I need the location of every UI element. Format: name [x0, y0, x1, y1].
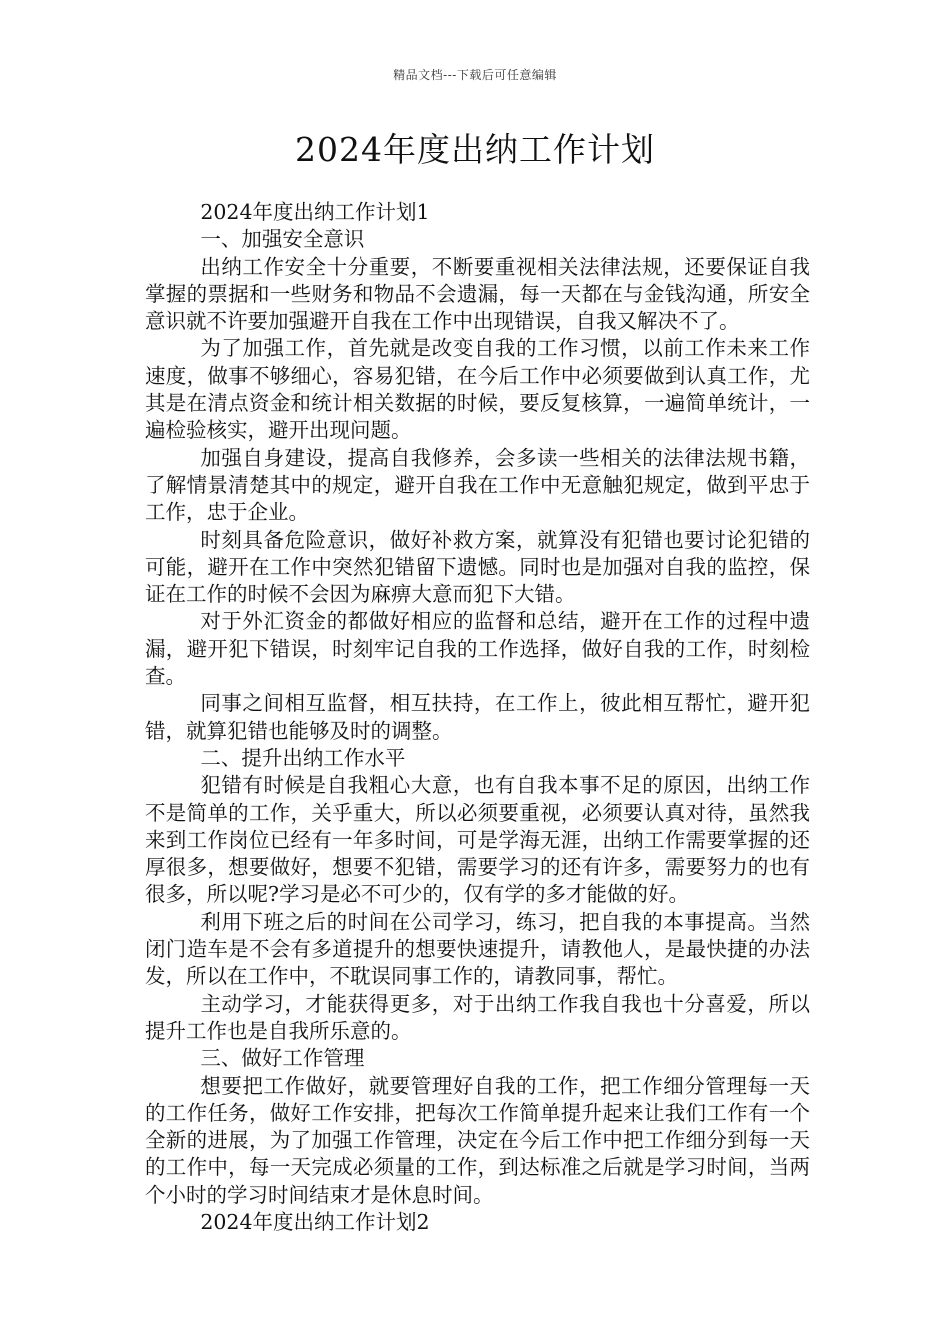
section-title-plan-1: 2024年度出纳工作计划1 — [200, 200, 430, 224]
paragraph: 利用下班之后的时间在公司学习，练习，把自我的本事提高。当然闭门造车是不会有多道提升的想要快速提升，请教他人，是最快捷的办法发，所以在工作中，不耽误同事工作的，请教同事，帮忙。 — [145, 909, 810, 989]
heading-safety-awareness: 一、加强安全意识 — [200, 227, 365, 252]
section-title-plan-2: 2024年度出纳工作计划2 — [200, 1209, 430, 1234]
header-note: 精品文档---下载后可任意编辑 — [393, 68, 557, 82]
paragraph: 为了加强工作，首先就是改变自我的工作习惯，以前工作未来工作速度，做事不够细心，容易犯错，在今后工作中必须要做到认真工作，尤其是在清点资金和统计相关数据的时候，要反复核算，一遍简单统计，一遍检验核实，避开出现问题。 — [145, 336, 810, 443]
paragraph: 时刻具备危险意识，做好补救方案，就算没有犯错也要讨论犯错的可能，避开在工作中突然犯错留下遗憾。同时也是加强对自我的监控，保证在工作的时候不会因为麻痹大意而犯下大错。 — [145, 527, 810, 607]
paragraph: 主动学习，才能获得更多，对于出纳工作我自我也十分喜爱，所以提升工作也是自我所乐意的。 — [145, 991, 810, 1043]
heading-work-management: 三、做好工作管理 — [200, 1046, 365, 1071]
paragraph: 加强自身建设，提高自我修养，会多读一些相关的法律法规书籍，了解情景清楚其中的规定，避开自我在工作中无意触犯规定，做到平忠于工作，忠于企业。 — [145, 445, 810, 525]
paragraph: 同事之间相互监督，相互扶持，在工作上，彼此相互帮忙，避开犯错，就算犯错也能够及时的调整。 — [145, 691, 810, 743]
document-body — [145, 199, 810, 1236]
paragraph: 对于外汇资金的都做好相应的监督和总结，避开在工作的过程中遗漏，避开犯下错误，时刻牢记自我的工作选择，做好自我的工作，时刻检查。 — [145, 609, 810, 689]
paragraph: 犯错有时候是自我粗心大意，也有自我本事不足的原因，出纳工作不是简单的工作，关乎重大，所以必须要重视，必须要认真对待，虽然我来到工作岗位已经有一年多时间，可是学海无涯，出纳工作需要掌握的还厚很多，想要做好，想要不犯错，需要学习的还有许多，需要努力的也有很多，所以呢?学习是必不可少的，仅有学的多才能做的好。 — [145, 773, 810, 907]
paragraph: 出纳工作安全十分重要，不断要重视相关法律法规，还要保证自我掌握的票据和一些财务和物品不会遗漏，每一天都在与金钱沟通，所安全意识就不许要加强避开自我在工作中出现错误，自我又解决不了。 — [145, 254, 810, 334]
paragraph: 想要把工作做好，就要管理好自我的工作，把工作细分管理每一天的工作任务，做好工作安排，把每次工作简单提升起来让我们工作有一个全新的进展，为了加强工作管理，决定在今后工作中把工作细分到每一天的工作中，每一天完成必须量的工作，到达标准之后就是学习时间，当两个小时的学习时间结束才是休息时间。 — [145, 1073, 810, 1207]
heading-improve-level: 二、提升出纳工作水平 — [200, 745, 406, 770]
document-title: 2024年度出纳工作计划 — [295, 130, 655, 169]
